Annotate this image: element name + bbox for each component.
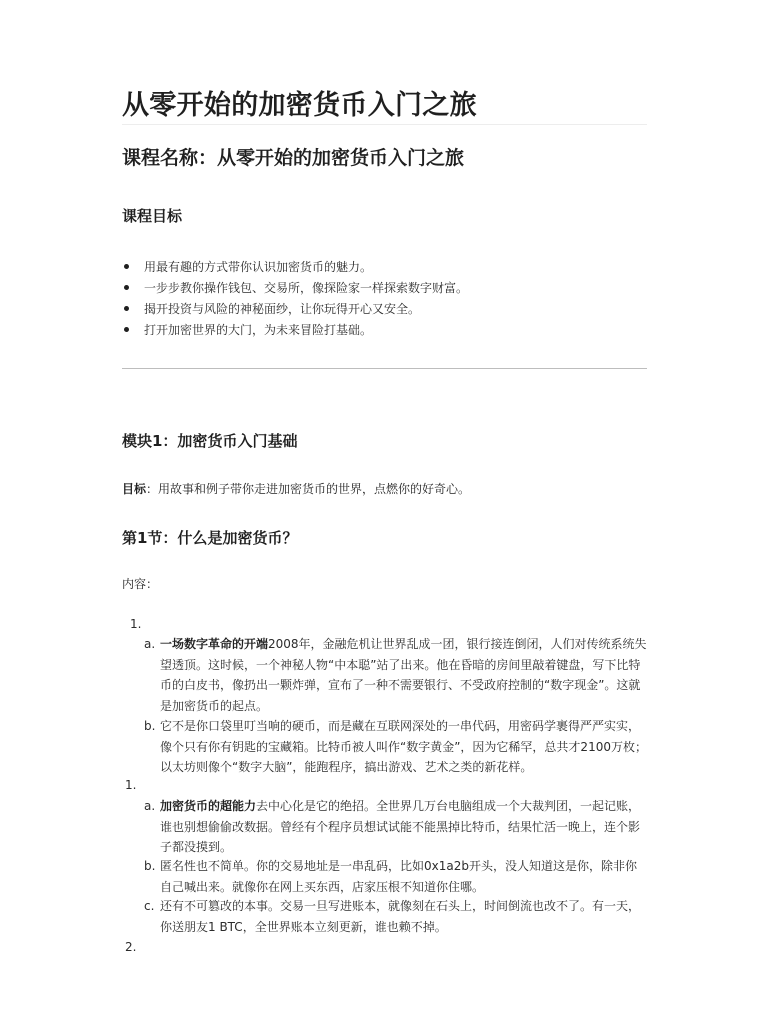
list-number: 1.: [125, 778, 137, 792]
content-label: 内容：: [122, 577, 159, 591]
module-goal-text: ：用故事和例子带你走进加密货币的世界，点燃你的好奇心。: [146, 482, 471, 496]
list-marker: c.: [144, 899, 155, 913]
title-divider: [122, 124, 647, 125]
module-goal-label: 目标: [122, 482, 147, 496]
list-paragraph: 匿名性也不简单。你的交易地址是一串乱码，比如0x1a2b开头，没人知道这是你，除非你自己喊出来。就像你在网上买东西，店家压根不知道你住哪。: [160, 859, 637, 894]
goal-text: 用最有趣的方式带你认识加密货币的魅力。: [144, 260, 373, 274]
document-title: 从零开始的加密货币入门之旅: [122, 90, 477, 121]
paragraph-bold-lead: 加密货币的超能力: [160, 799, 257, 813]
paragraph-text: 2008年，金融危机让世界乱成一团，银行接连倒闭，人们对传统系统失望透顶。这时候，一个神秘人物“中本聪”站了出来。他在昏暗的房间里敲着键盘，写下比特币的白皮书，像扔出一颗炸弹，宣布了一种不需要银行、不受政府控制的“数字现金”。这就是加密货币的起点。: [160, 637, 647, 713]
course-goals-heading: 课程目标: [122, 207, 183, 225]
list-paragraph: [160, 796, 648, 858]
list-marker: a.: [144, 637, 156, 651]
list-marker: a.: [144, 799, 156, 813]
bullet-icon: [124, 327, 129, 332]
goal-text: 揭开投资与风险的神秘面纱，让你玩得开心又安全。: [144, 302, 421, 316]
list-marker: b.: [144, 719, 156, 733]
paragraph-bold-lead: 一场数字革命的开端: [160, 637, 269, 651]
bullet-icon: [124, 285, 129, 290]
module-title: 模块1：加密货币入门基础: [122, 432, 298, 450]
course-name-heading: 课程名称：从零开始的加密货币入门之旅: [122, 147, 465, 169]
goal-text: 打开加密世界的大门，为未来冒险打基础。: [144, 323, 373, 337]
list-number: 1.: [130, 617, 142, 631]
list-paragraph: [160, 634, 648, 716]
section-divider: [122, 368, 647, 369]
list-paragraph: 还有不可篡改的本事。交易一旦写进账本，就像刻在石头上，时间倒流也改不了。有一天，你送朋友1 BTC，全世界账本立刻更新，谁也赖不掉。: [160, 899, 641, 934]
bullet-icon: [124, 306, 129, 311]
module-goal: [122, 480, 470, 497]
goal-text: 一步步教你操作钱包、交易所，像探险家一样探索数字财富。: [144, 281, 469, 295]
list-paragraph: 它不是你口袋里叮当响的硬币，而是藏在互联网深处的一串代码，用密码学裹得严严实实，像个只有你有钥匙的宝藏箱。比特币被人叫作“数字黄金”，因为它稀罕，总共才2100万枚；以太坊则像个“数字大脑”，能跑程序，搞出游戏、艺术之类的新花样。: [160, 719, 647, 774]
lesson-title: 第1节：什么是加密货币？: [122, 529, 298, 547]
list-marker: b.: [144, 859, 156, 873]
paragraph-text: 去中心化是它的绝招。全世界几万台电脑组成一个大裁判团，一起记账，谁也别想偷偷改数据。曾经有个程序员想试试能不能黑掉比特币，结果忙活一晚上，连个影子都没摸到。: [160, 799, 641, 854]
list-number: 2.: [125, 940, 137, 954]
bullet-icon: [124, 264, 129, 269]
